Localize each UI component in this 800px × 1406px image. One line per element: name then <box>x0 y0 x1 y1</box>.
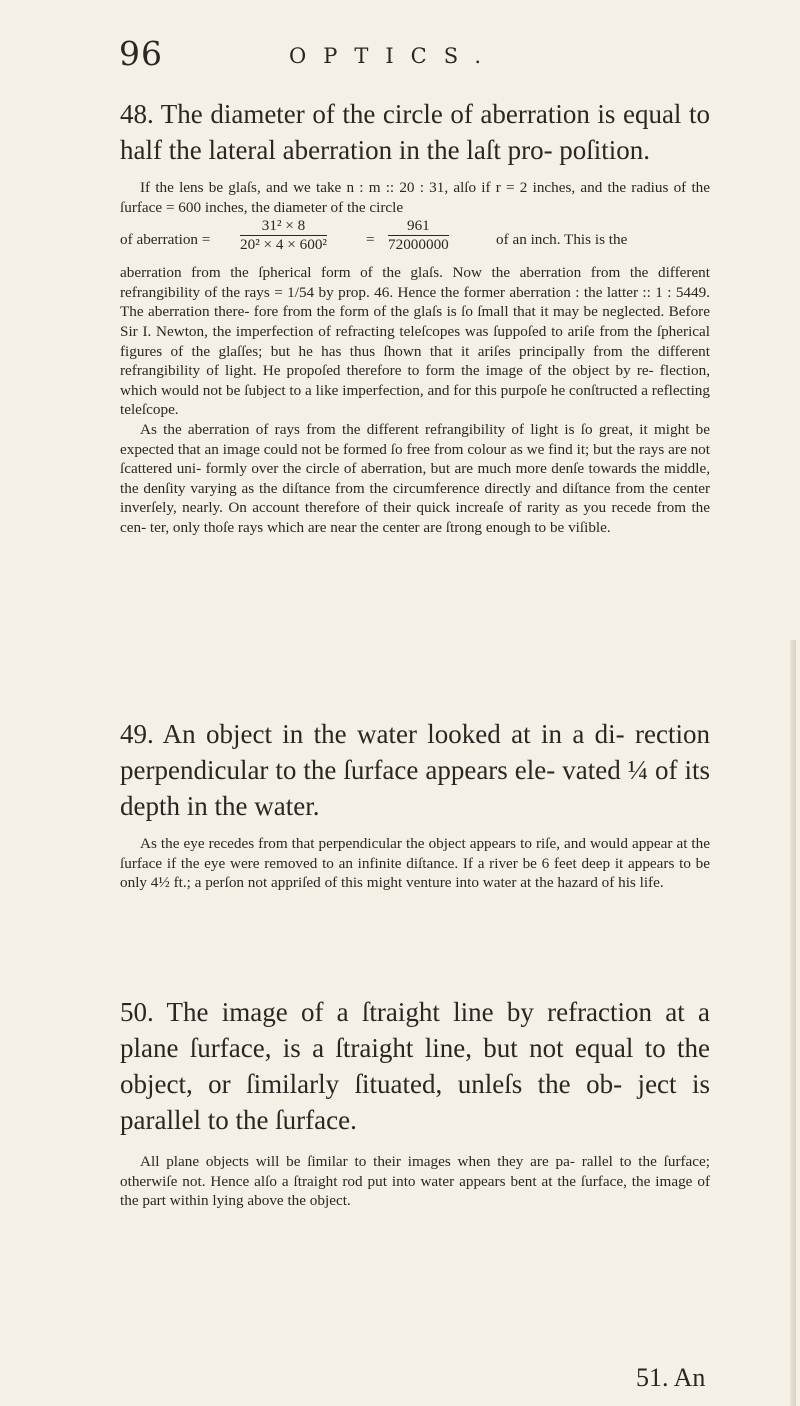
aberration-formula <box>120 217 710 263</box>
formula-denominator-2: 72000000 <box>388 236 449 254</box>
section-49-paragraph-1: As the eye recedes from that perpendicular the object appears to riſe, and would appear at the ſurface if the eye were removed to an infinite diſtance. If a river be 6 feet deep it appears to be only 4½ ft.; a perſon not appriſed of this might venture into water at the hazard of his life. <box>120 835 710 892</box>
formula-denominator-1: 20² × 4 × 600² <box>240 236 327 254</box>
formula-numerator-2: 961 <box>388 217 449 236</box>
section-50-heading: 50. The image of a ſtraight line by refraction at a plane ſurface, is a ſtraight line, but not equal to the object, or ſimilarly ſituated, unleſs the ob- ject is parallel to the ſurface. <box>120 997 710 1135</box>
section-48-heading: 48. The diameter of the circle of aberration is equal to half the lateral aberration in the laſt pro- poſition. <box>120 99 710 165</box>
formula-suffix: of an inch. This is the <box>496 231 628 249</box>
section-48-paragraph-1-rest: aberration from the ſpherical form of the glaſs. Now the aberration from the different refrangibility of the rays = 1/54 by prop. 46. Hence the former aberration : the latter :: 1 : 5449. The aberration there- fore from the form of the glaſs is ſo ſmall that it may be neglected. Before Sir I. Newton, the imperfection of refracting teleſcopes was ſuppoſed to ariſe from the ſpherical figures of the glaſſes; but he has thus ſhown that it ariſes principally from the different refrangibility of light. He propoſed therefore to form the image of the object by re- flection, which would not be ſubject to a like imperfection, and for this purpoſe he conſtructed a reflecting teleſcope. <box>120 264 710 419</box>
formula-numerator-1: 31² × 8 <box>240 217 327 236</box>
page-number: 96 <box>119 34 163 73</box>
formula-fraction-2 <box>388 217 449 254</box>
section-48-paragraph-1-start: If the lens be glaſs, and we take n : m :: 20 : 31, alſo if r = 2 inches, and the radius of the ſurface = 600 inches, the diameter of the circle <box>120 179 710 216</box>
section-49-heading: 49. An object in the water looked at in a di- rection perpendicular to the ſurface appears ele- vated ¼ of its depth in the water. <box>120 719 710 821</box>
running-head: OPTICS. <box>289 44 499 68</box>
section-49 <box>120 716 710 893</box>
section-48-paragraph-2: As the aberration of rays from the different refrangibility of light is ſo great, it might be expected that an image could not be formed ſo free from colour as we find it; but the rays are not ſcattered uni- formly over the circle of aberration, but are much more denſe towards the middle, the denſity varying as the diſtance from the circumference directly and diſtance from the center inverſely, nearly. On account therefore of their quick increaſe of rarity as you recede from the cen- ter, only thoſe rays which are near the center are ſtrong enough to be viſible. <box>120 420 710 536</box>
catchword: 51. An <box>636 1363 706 1392</box>
formula-equals: = <box>366 231 375 249</box>
formula-fraction-1 <box>240 217 327 254</box>
section-50-paragraph-1: All plane objects will be ſimilar to their images when they are pa- rallel to the ſurface; otherwiſe not. Hence alſo a ſtraight rod put into water appears bent at the ſurface, the image of the part within lying above the object. <box>120 1153 710 1210</box>
section-50 <box>120 994 710 1211</box>
formula-prefix: of aberration = <box>120 231 211 249</box>
section-48 <box>120 96 710 538</box>
page-edge-shadow <box>790 640 796 1406</box>
page-header <box>119 34 699 74</box>
